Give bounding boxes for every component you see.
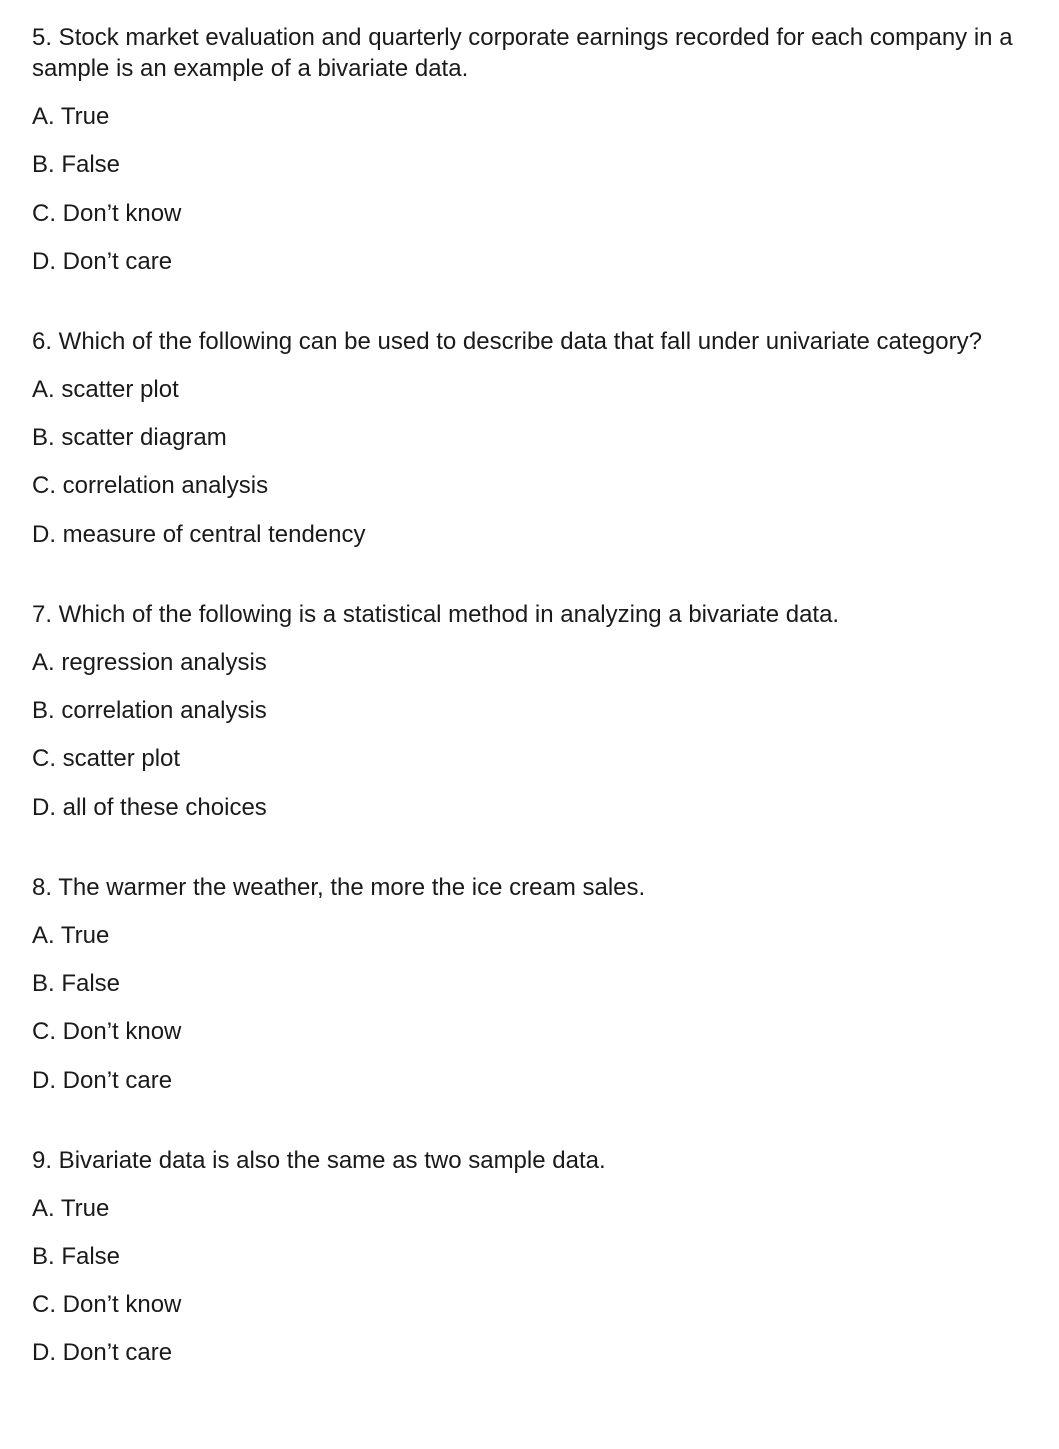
- option-c: C. Don’t know: [32, 1018, 182, 1046]
- option-c: C. Don’t know: [32, 1291, 182, 1319]
- option-b: B. correlation analysis: [32, 697, 267, 725]
- option-a: A. True: [32, 1194, 110, 1222]
- option-d: D. all of these choices: [32, 793, 267, 821]
- question-5: [32, 22, 1042, 277]
- option-c: C. scatter plot: [32, 745, 181, 773]
- question-6: [32, 326, 1042, 550]
- option-b: B. scatter diagram: [32, 424, 227, 452]
- option-c: C. correlation analysis: [32, 472, 269, 500]
- option-list: [32, 374, 1042, 550]
- option-b: B. False: [32, 1242, 121, 1270]
- option-a: A. True: [32, 103, 110, 130]
- option-a: A. regression analysis: [32, 648, 267, 676]
- option-d: D. measure of central tendency: [32, 520, 366, 548]
- spacer: [32, 1096, 1042, 1145]
- option-d: D. Don’t care: [32, 247, 173, 275]
- question-7: [32, 599, 1042, 823]
- spacer: [32, 550, 1042, 599]
- option-list: [32, 647, 1042, 823]
- option-d: D. Don’t care: [32, 1066, 173, 1094]
- option-a: A. True: [32, 921, 110, 949]
- option-c: C. Don’t know: [32, 199, 182, 227]
- question-8: [32, 872, 1042, 1096]
- option-list: [32, 101, 1042, 277]
- question-text: 5. Stock market evaluation and quarterly corporate earnings recorded for each company in a sample is an example of a bivariate data.: [32, 24, 1013, 82]
- quiz-document: [32, 22, 1042, 1368]
- spacer: [32, 823, 1042, 872]
- question-9: [32, 1145, 1042, 1369]
- question-text: 7. Which of the following is a statistical method in analyzing a bivariate data.: [32, 600, 840, 628]
- question-text: 6. Which of the following can be used to describe data that fall under univariate category?: [32, 327, 982, 355]
- option-a: A. scatter plot: [32, 375, 179, 403]
- option-b: B. False: [32, 969, 121, 997]
- option-list: [32, 920, 1042, 1096]
- spacer: [32, 277, 1042, 326]
- option-list: [32, 1193, 1042, 1369]
- question-text: 9. Bivariate data is also the same as two sample data.: [32, 1146, 606, 1174]
- option-d: D. Don’t care: [32, 1339, 173, 1367]
- option-b: B. False: [32, 151, 121, 179]
- question-text: 8. The warmer the weather, the more the ice cream sales.: [32, 873, 646, 901]
